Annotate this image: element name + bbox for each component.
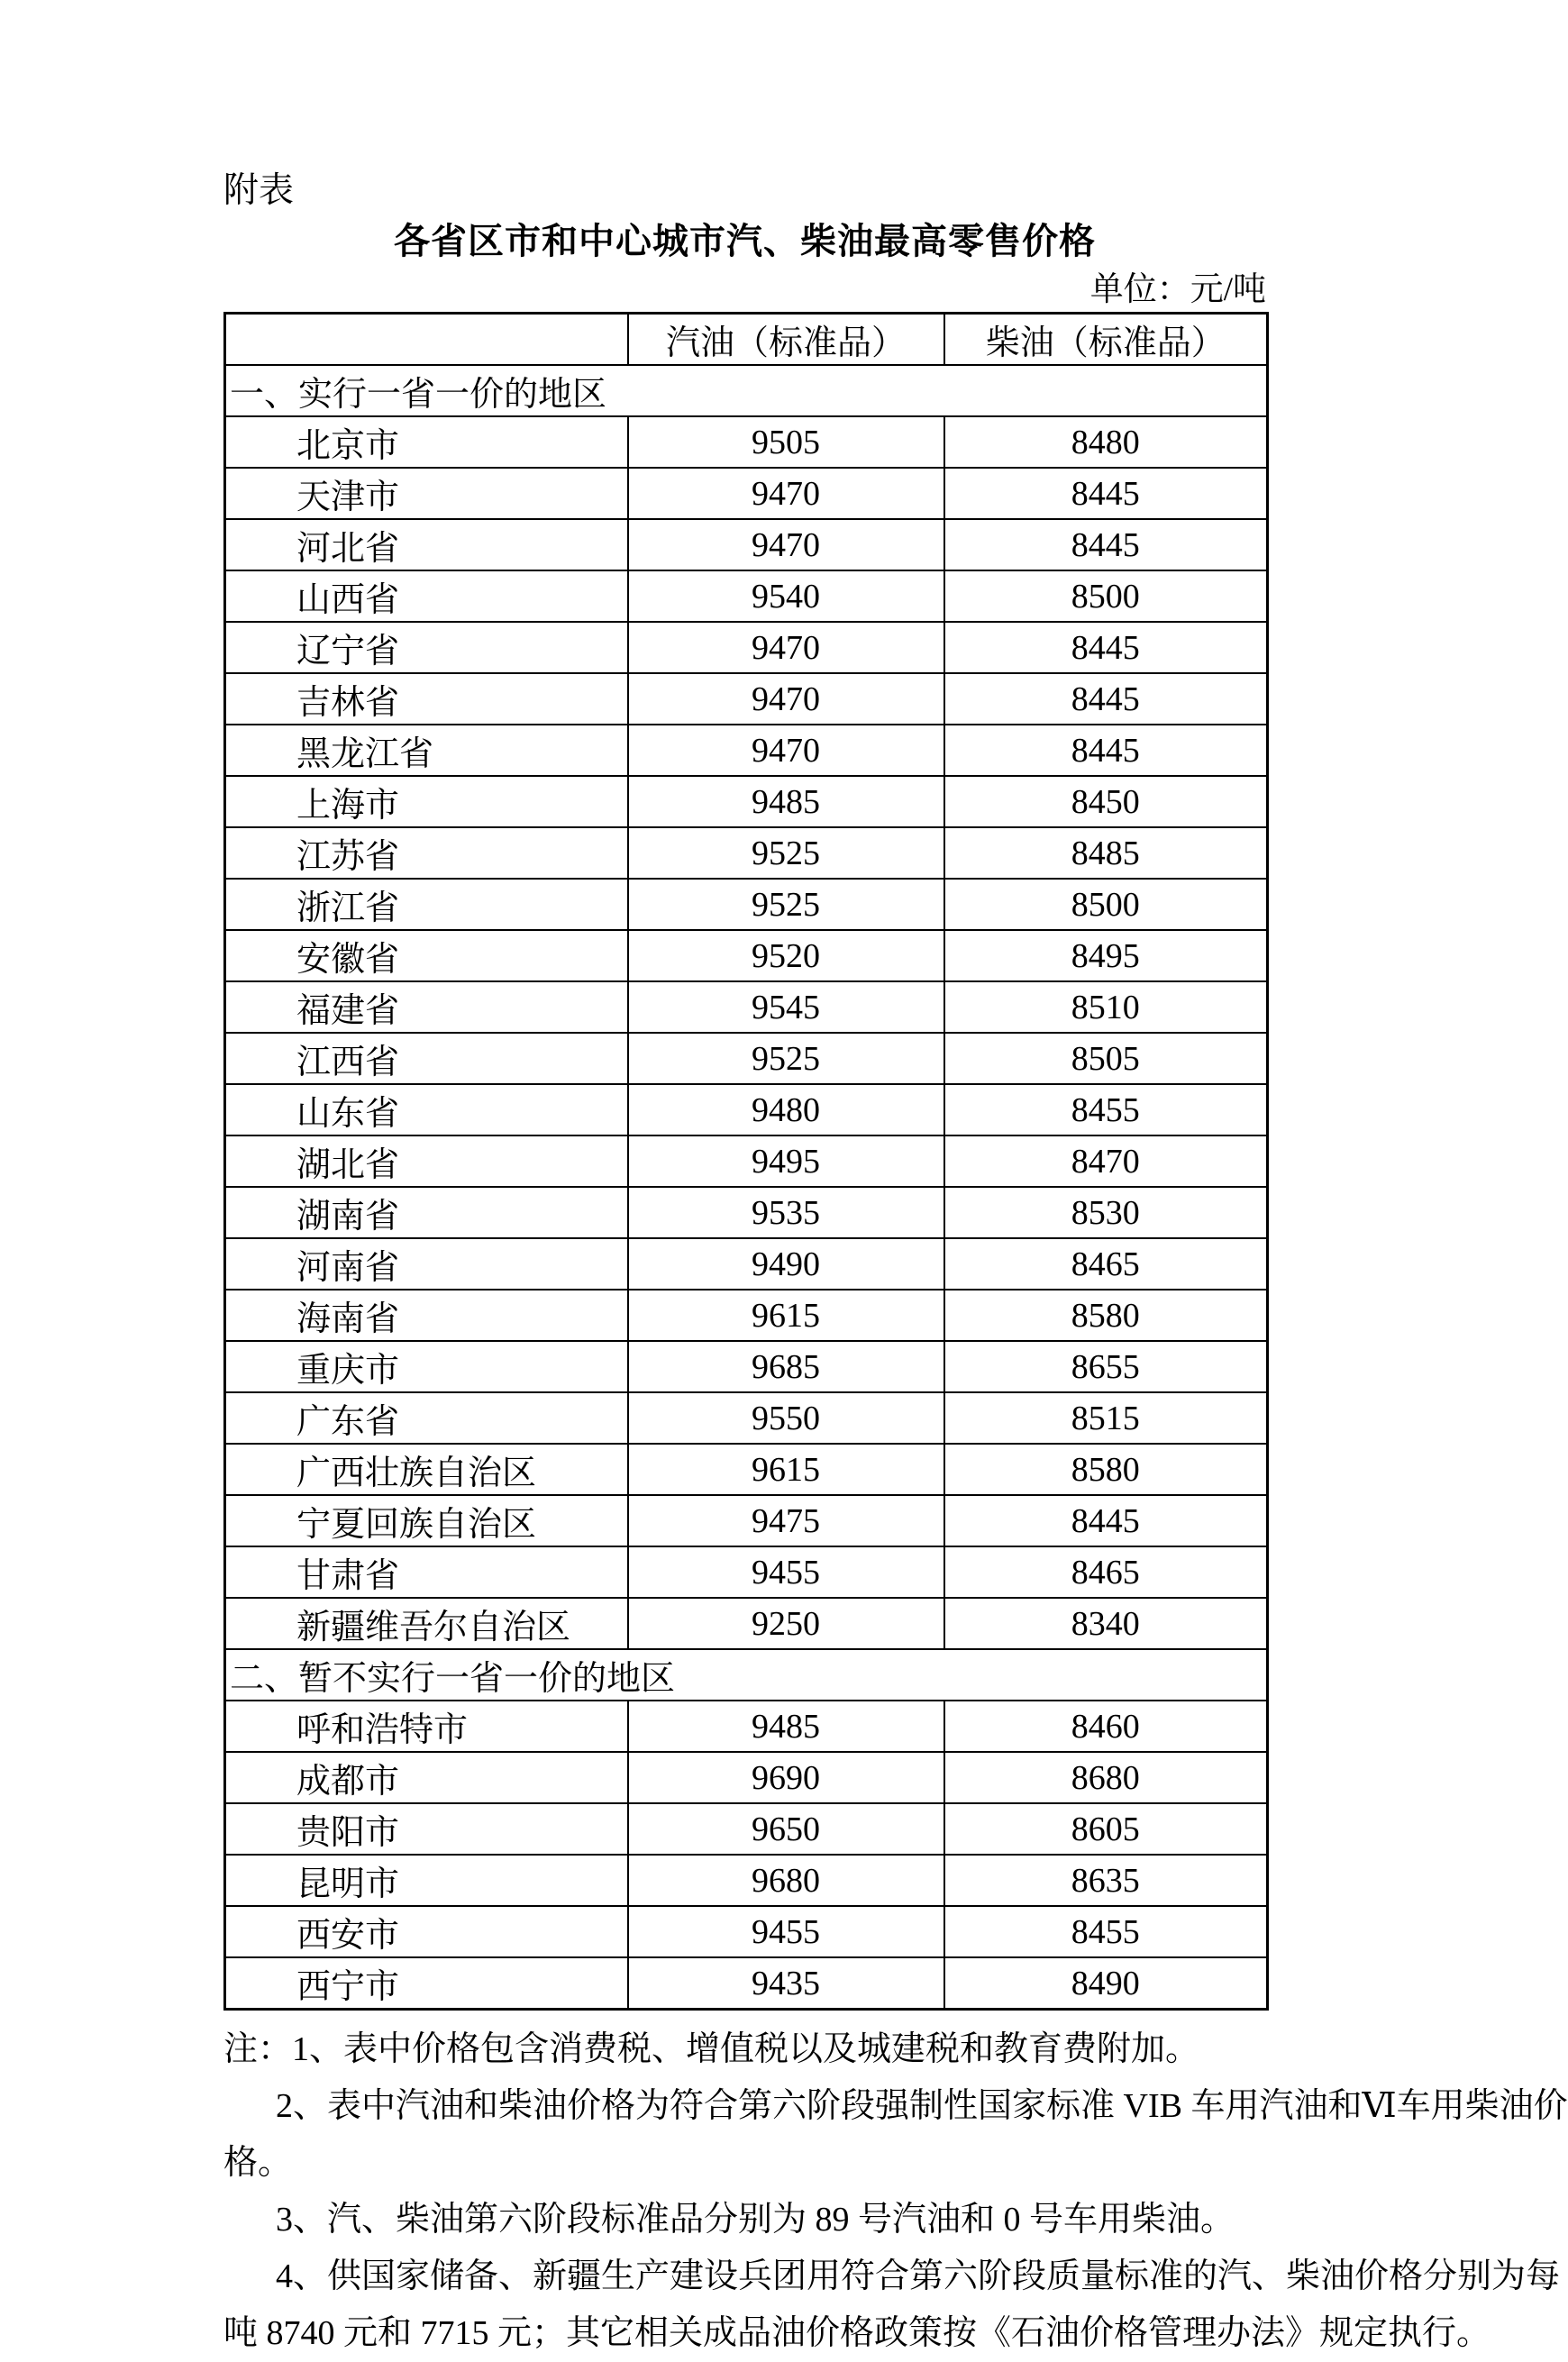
region-cell: 北京市 (225, 416, 628, 468)
gasoline-price-cell: 9615 (628, 1444, 944, 1495)
diesel-price-cell: 8460 (944, 1701, 1268, 1752)
gasoline-price-cell: 9520 (628, 930, 944, 981)
region-cell: 浙江省 (225, 879, 628, 930)
table-row (225, 416, 1268, 468)
diesel-price-cell: 8465 (944, 1546, 1268, 1598)
section-heading-row (225, 365, 1268, 416)
diesel-price-cell: 8445 (944, 673, 1268, 725)
table-row (225, 673, 1268, 725)
section-heading: 一、实行一省一价的地区 (225, 365, 1268, 416)
diesel-price-cell: 8455 (944, 1906, 1268, 1957)
table-row (225, 981, 1268, 1033)
gasoline-price-cell: 9650 (628, 1803, 944, 1855)
table-row (225, 1033, 1268, 1084)
diesel-price-cell: 8580 (944, 1444, 1268, 1495)
region-cell: 新疆维吾尔自治区 (225, 1598, 628, 1649)
price-table (223, 312, 1269, 2011)
diesel-price-cell: 8515 (944, 1392, 1268, 1444)
table-row (225, 1701, 1268, 1752)
table-row (225, 1546, 1268, 1598)
gasoline-price-cell: 9470 (628, 725, 944, 776)
table-row (225, 827, 1268, 879)
diesel-price-cell: 8340 (944, 1598, 1268, 1649)
region-cell: 重庆市 (225, 1341, 628, 1392)
document-title: 各省区市和中心城市汽、柴油最高零售价格 (394, 222, 1096, 261)
region-cell: 天津市 (225, 468, 628, 519)
unit-label: 单位：元/吨 (1089, 271, 1266, 308)
region-cell: 江苏省 (225, 827, 628, 879)
table-row (225, 468, 1268, 519)
gasoline-price-cell: 9470 (628, 673, 944, 725)
region-cell: 山东省 (225, 1084, 628, 1135)
gasoline-price-cell: 9505 (628, 416, 944, 468)
gasoline-price-cell: 9540 (628, 570, 944, 622)
region-cell: 昆明市 (225, 1855, 628, 1906)
diesel-price-cell: 8455 (944, 1084, 1268, 1135)
table-row (225, 1803, 1268, 1855)
diesel-price-cell: 8445 (944, 468, 1268, 519)
table-row (225, 879, 1268, 930)
table-row (225, 930, 1268, 981)
region-cell: 贵阳市 (225, 1803, 628, 1855)
region-cell: 西宁市 (225, 1957, 628, 2010)
gasoline-price-cell: 9525 (628, 879, 944, 930)
table-row (225, 1187, 1268, 1238)
table-row (225, 1957, 1268, 2010)
region-cell: 海南省 (225, 1290, 628, 1341)
diesel-price-cell: 8490 (944, 1957, 1268, 2010)
diesel-price-cell: 8445 (944, 519, 1268, 570)
note-item (223, 2192, 1318, 2248)
table-row (225, 1084, 1268, 1135)
gasoline-price-cell: 9495 (628, 1135, 944, 1187)
region-cell: 呼和浩特市 (225, 1701, 628, 1752)
note-line: 吨 8740 元和 7715 元；其它相关成品油价格政策按《石油价格管理办法》规定执行。 (223, 2314, 1491, 2352)
gasoline-price-cell: 9525 (628, 1033, 944, 1084)
diesel-price-cell: 8530 (944, 1187, 1268, 1238)
region-cell: 湖北省 (225, 1135, 628, 1187)
diesel-price-cell: 8500 (944, 879, 1268, 930)
column-header-gasoline: 汽油（标准品） (628, 314, 944, 366)
region-cell: 黑龙江省 (225, 725, 628, 776)
gasoline-price-cell: 9455 (628, 1906, 944, 1957)
diesel-price-cell: 8465 (944, 1238, 1268, 1290)
table-row (225, 1238, 1268, 1290)
table-row (225, 1290, 1268, 1341)
region-cell: 吉林省 (225, 673, 628, 725)
diesel-price-cell: 8580 (944, 1290, 1268, 1341)
gasoline-price-cell: 9470 (628, 468, 944, 519)
region-cell: 西安市 (225, 1906, 628, 1957)
table-row (225, 622, 1268, 673)
diesel-price-cell: 8500 (944, 570, 1268, 622)
gasoline-price-cell: 9615 (628, 1290, 944, 1341)
gasoline-price-cell: 9525 (628, 827, 944, 879)
note-line: 3、汽、柴油第六阶段标准品分别为 89 号汽油和 0 号车用柴油。 (276, 2201, 1235, 2239)
diesel-price-cell: 8680 (944, 1752, 1268, 1803)
gasoline-price-cell: 9480 (628, 1084, 944, 1135)
region-cell: 广西壮族自治区 (225, 1444, 628, 1495)
section-heading: 二、暂不实行一省一价的地区 (225, 1649, 1268, 1701)
diesel-price-cell: 8450 (944, 776, 1268, 827)
gasoline-price-cell: 9690 (628, 1752, 944, 1803)
table-row (225, 1444, 1268, 1495)
gasoline-price-cell: 9435 (628, 1957, 944, 2010)
table-row (225, 1135, 1268, 1187)
table-row (225, 1906, 1268, 1957)
gasoline-price-cell: 9485 (628, 776, 944, 827)
note-item (223, 2021, 1318, 2078)
table-row (225, 1341, 1268, 1392)
diesel-price-cell: 8635 (944, 1855, 1268, 1906)
price-table-body (225, 365, 1268, 2010)
region-cell: 河北省 (225, 519, 628, 570)
gasoline-price-cell: 9470 (628, 519, 944, 570)
gasoline-price-cell: 9470 (628, 622, 944, 673)
region-cell: 甘肃省 (225, 1546, 628, 1598)
region-cell: 成都市 (225, 1752, 628, 1803)
diesel-price-cell: 8445 (944, 725, 1268, 776)
gasoline-price-cell: 9550 (628, 1392, 944, 1444)
gasoline-price-cell: 9455 (628, 1546, 944, 1598)
notes-section (223, 2021, 1568, 2362)
diesel-price-cell: 8445 (944, 1495, 1268, 1546)
table-row (225, 776, 1268, 827)
region-cell: 广东省 (225, 1392, 628, 1444)
diesel-price-cell: 8505 (944, 1033, 1268, 1084)
diesel-price-cell: 8445 (944, 622, 1268, 673)
note-line: 格。 (223, 2144, 293, 2182)
diesel-price-cell: 8480 (944, 416, 1268, 468)
table-row (225, 1495, 1268, 1546)
region-cell: 江西省 (225, 1033, 628, 1084)
section-heading-row (225, 1649, 1268, 1701)
table-row (225, 519, 1268, 570)
gasoline-price-cell: 9685 (628, 1341, 944, 1392)
region-cell: 宁夏回族自治区 (225, 1495, 628, 1546)
region-cell: 上海市 (225, 776, 628, 827)
note-line: 2、表中汽油和柴油价格为符合第六阶段强制性国家标准 VIB 车用汽油和Ⅵ车用柴油价 (276, 2087, 1568, 2125)
gasoline-price-cell: 9535 (628, 1187, 944, 1238)
column-header-diesel: 柴油（标准品） (944, 314, 1268, 366)
region-cell: 辽宁省 (225, 622, 628, 673)
diesel-price-cell: 8485 (944, 827, 1268, 879)
diesel-price-cell: 8470 (944, 1135, 1268, 1187)
diesel-price-cell: 8605 (944, 1803, 1268, 1855)
note-line: 注：1、表中价格包含消费税、增值税以及城建税和教育费附加。 (223, 2030, 1200, 2068)
attachment-label: 附表 (223, 171, 295, 210)
note-item (223, 2248, 1561, 2362)
column-header-region (225, 314, 628, 366)
region-cell: 福建省 (225, 981, 628, 1033)
table-row (225, 1752, 1268, 1803)
note-item (223, 2078, 1568, 2192)
gasoline-price-cell: 9475 (628, 1495, 944, 1546)
region-cell: 湖南省 (225, 1187, 628, 1238)
table-row (225, 1598, 1268, 1649)
gasoline-price-cell: 9490 (628, 1238, 944, 1290)
gasoline-price-cell: 9545 (628, 981, 944, 1033)
region-cell: 山西省 (225, 570, 628, 622)
table-row (225, 1855, 1268, 1906)
gasoline-price-cell: 9680 (628, 1855, 944, 1906)
table-row (225, 570, 1268, 622)
region-cell: 安徽省 (225, 930, 628, 981)
note-line: 4、供国家储备、新疆生产建设兵团用符合第六阶段质量标准的汽、柴油价格分别为每 (276, 2257, 1561, 2295)
diesel-price-cell: 8510 (944, 981, 1268, 1033)
table-row (225, 1392, 1268, 1444)
region-cell: 河南省 (225, 1238, 628, 1290)
diesel-price-cell: 8495 (944, 930, 1268, 981)
diesel-price-cell: 8655 (944, 1341, 1268, 1392)
gasoline-price-cell: 9485 (628, 1701, 944, 1752)
table-row (225, 725, 1268, 776)
table-header-row (225, 314, 1268, 366)
gasoline-price-cell: 9250 (628, 1598, 944, 1649)
